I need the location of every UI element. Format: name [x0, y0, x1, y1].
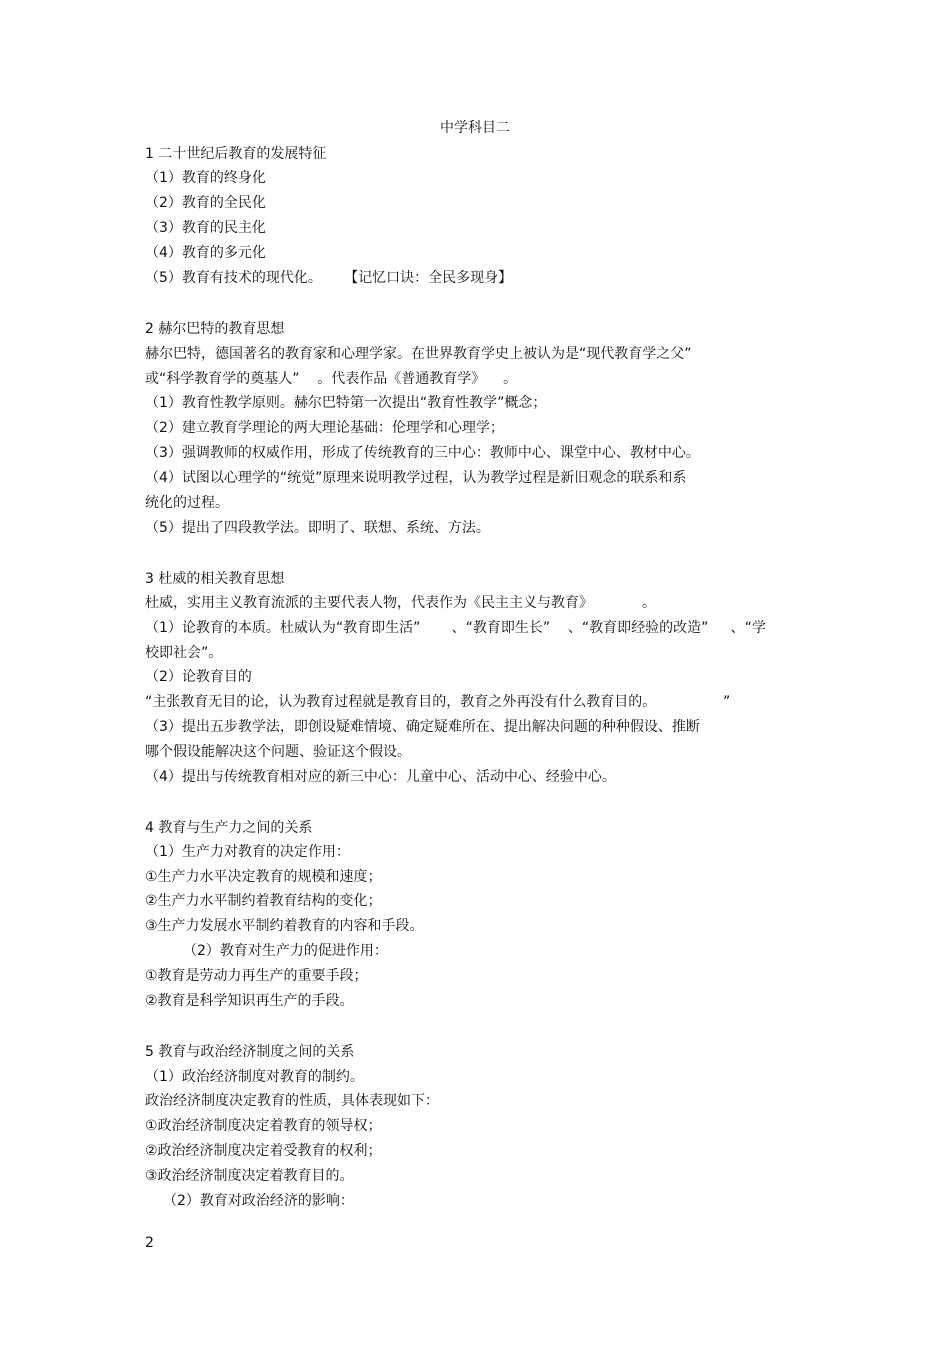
paragraph: 赫尔巴特，德国著名的教育家和心理学家。在世界教育学史上被认为是“现代教育学之父”	[145, 346, 692, 362]
section-4-heading: 4 教育与生产力之间的关系	[145, 820, 313, 836]
list-item: 统化的过程。	[145, 495, 229, 511]
list-item: ②生产力水平制约着教育结构的变化；	[145, 893, 382, 909]
list-item: 校即社会”。	[145, 645, 223, 661]
list-item: （2）建立教育学理论的两大理论基础：伦理学和心理学；	[145, 420, 504, 436]
list-item: （4）提出与传统教育相对应的新三中心：儿童中心、活动中心、经验中心。	[145, 769, 616, 785]
list-item: ②教育是科学知识再生产的手段。	[145, 993, 354, 1009]
list-item: （1）生产力对教育的决定作用：	[145, 844, 350, 860]
list-item: ①教育是劳动力再生产的重要手段；	[145, 968, 368, 984]
list-item: ③生产力发展水平制约着教育的内容和手段。	[145, 918, 424, 934]
section-3-heading: 3 杜威的相关教育思想	[145, 571, 285, 587]
paragraph: 政治经济制度决定教育的性质，具体表现如下：	[145, 1093, 439, 1109]
section-2-heading: 2 赫尔巴特的教育思想	[145, 321, 285, 337]
list-item: ③政治经济制度决定着教育目的。	[145, 1168, 354, 1184]
list-item: “主张教育无目的论，认为教育过程就是教育目的，教育之外再没有什么教育目的。 ”	[145, 694, 731, 710]
list-item: （3）强调教师的权威作用，形成了传统教育的三中心：教师中心、课堂中心、教材中心。	[145, 445, 700, 461]
list-item: 哪个假设能解决这个问题、验证这个假设。	[145, 744, 411, 760]
paragraph: 或“科学教育学的奠基人” 。代表作品《普通教育学》 。	[145, 371, 518, 387]
list-item: （4）试图以心理学的“统觉”原理来说明教学过程，认为教学过程是新旧观念的联系和系	[145, 470, 687, 486]
list-item: （2）论教育目的	[145, 669, 252, 685]
list-item: ①政治经济制度决定着教育的领导权；	[145, 1118, 382, 1134]
section-1-heading: 1 二十世纪后教育的发展特征	[145, 146, 327, 162]
list-item: （5）提出了四段教学法。即明了、联想、系统、方法。	[145, 520, 490, 536]
section-5-heading: 5 教育与政治经济制度之间的关系	[145, 1044, 355, 1060]
paragraph: 杜威，实用主义教育流派的主要代表人物，代表作为《民主主义与教育》 。	[145, 595, 656, 611]
list-item: （2）教育的全民化	[145, 195, 266, 211]
list-item: （1）论教育的本质。杜威认为“教育即生活” 、“教育即生长” 、“教育即经验的改造” 、“学	[145, 620, 766, 636]
page-title: 中学科目二	[440, 120, 510, 136]
list-item: （1）教育性教学原则。赫尔巴特第一次提出“教育性教学”概念；	[145, 395, 547, 411]
list-item: （3）提出五步教学法，即创设疑难情境、确定疑难所在、提出解决问题的种种假设、推断	[145, 719, 700, 735]
list-item: （1）政治经济制度对教育的制约。	[145, 1069, 364, 1085]
list-item: ②政治经济制度决定着受教育的权利；	[145, 1143, 382, 1159]
list-item: （4）教育的多元化	[145, 245, 266, 261]
list-item: （5）教育有技术的现代化。 【记忆口诀：全民多现身】	[145, 270, 513, 286]
page-number: 2	[145, 1235, 154, 1251]
list-item: （2）教育对政治经济的影响：	[163, 1193, 354, 1209]
list-item: ①生产力水平决定教育的规模和速度；	[145, 869, 382, 885]
list-item: （3）教育的民主化	[145, 220, 266, 236]
list-item: （2）教育对生产力的促进作用：	[183, 943, 388, 959]
list-item: （1）教育的终身化	[145, 170, 266, 186]
